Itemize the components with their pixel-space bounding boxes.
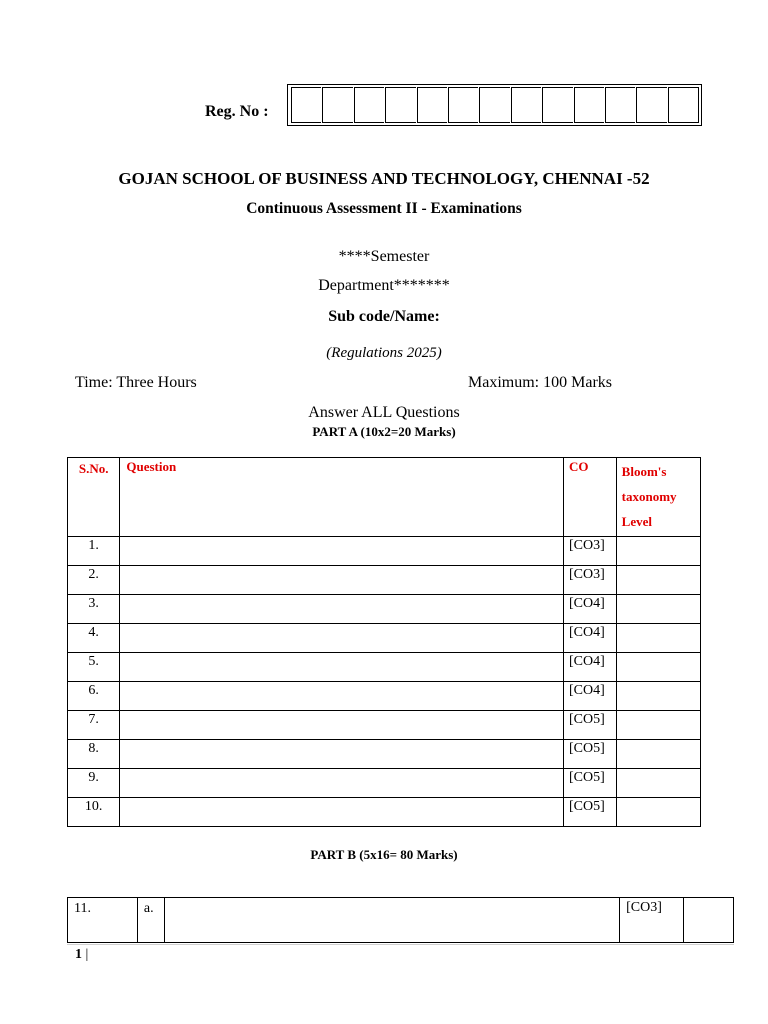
row-co: [CO4] xyxy=(564,624,617,653)
row-question[interactable] xyxy=(120,711,564,740)
bloom-label-line2: taxonomy xyxy=(621,489,677,504)
row-bloom-level[interactable] xyxy=(616,624,700,653)
row-question[interactable] xyxy=(120,653,564,682)
row-co: [CO5] xyxy=(564,711,617,740)
col-header-question: Question xyxy=(120,458,564,537)
row-co: [CO5] xyxy=(564,769,617,798)
reg-no-boxes xyxy=(287,84,702,126)
row-sub-part: a. xyxy=(137,898,164,943)
table-row xyxy=(68,624,701,653)
table-row xyxy=(68,566,701,595)
row-question[interactable] xyxy=(120,566,564,595)
row-co: [CO5] xyxy=(564,740,617,769)
table-row xyxy=(68,898,734,943)
row-co: [CO4] xyxy=(564,653,617,682)
row-bloom-level[interactable] xyxy=(616,711,700,740)
row-sno: 7. xyxy=(68,711,120,740)
page-number-separator: | xyxy=(85,947,89,962)
row-co: [CO3] xyxy=(564,537,617,566)
row-bloom-level[interactable] xyxy=(616,769,700,798)
row-sno: 5. xyxy=(68,653,120,682)
reg-no-box[interactable] xyxy=(511,87,541,123)
row-question[interactable] xyxy=(120,740,564,769)
table-row xyxy=(68,537,701,566)
part-a-title: PART A (10x2=20 Marks) xyxy=(312,424,456,439)
reg-no-box[interactable] xyxy=(574,87,604,123)
row-bloom-level[interactable] xyxy=(616,595,700,624)
footer-divider xyxy=(67,944,734,945)
page-number-value: 1 xyxy=(75,947,82,962)
reg-no-box[interactable] xyxy=(605,87,635,123)
row-sno: 1. xyxy=(68,537,120,566)
table-row xyxy=(68,798,701,827)
reg-no-box[interactable] xyxy=(385,87,415,123)
row-bloom-level[interactable] xyxy=(616,740,700,769)
row-bloom-level[interactable] xyxy=(616,653,700,682)
reg-no-box[interactable] xyxy=(542,87,572,123)
table-row xyxy=(68,653,701,682)
row-co: [CO3] xyxy=(620,898,684,943)
row-question-number: 11. xyxy=(68,898,138,943)
row-sno: 2. xyxy=(68,566,120,595)
row-question[interactable] xyxy=(120,769,564,798)
row-question[interactable] xyxy=(120,798,564,827)
row-sno: 6. xyxy=(68,682,120,711)
row-sno: 8. xyxy=(68,740,120,769)
college-name: GOJAN SCHOOL OF BUSINESS AND TECHNOLOGY, CHENNAI -52 xyxy=(118,169,650,188)
row-co: [CO3] xyxy=(564,566,617,595)
row-co: [CO5] xyxy=(564,798,617,827)
row-bloom-level[interactable] xyxy=(616,566,700,595)
row-question[interactable] xyxy=(164,898,619,943)
row-bloom-level[interactable] xyxy=(616,798,700,827)
reg-no-label: Reg. No : xyxy=(205,103,269,120)
reg-no-box[interactable] xyxy=(291,87,321,123)
part-b-title: PART B (5x16= 80 Marks) xyxy=(310,847,458,862)
reg-no-box[interactable] xyxy=(668,87,699,123)
exam-time: Time: Three Hours xyxy=(75,374,197,391)
bloom-label-line1: Bloom's xyxy=(621,464,667,479)
department: Department******* xyxy=(318,277,450,294)
instruction: Answer ALL Questions xyxy=(308,404,460,421)
reg-no-box[interactable] xyxy=(322,87,352,123)
col-header-bloom xyxy=(616,458,700,537)
reg-no-box[interactable] xyxy=(479,87,509,123)
row-bloom-level[interactable] xyxy=(684,898,734,943)
table-row xyxy=(68,740,701,769)
row-sno: 10. xyxy=(68,798,120,827)
row-question[interactable] xyxy=(120,682,564,711)
page-number xyxy=(75,947,88,963)
table-row xyxy=(68,595,701,624)
row-question[interactable] xyxy=(120,537,564,566)
exam-title: Continuous Assessment II - Examinations xyxy=(246,200,522,217)
reg-no-box[interactable] xyxy=(354,87,384,123)
semester: ****Semester xyxy=(338,248,430,265)
row-question[interactable] xyxy=(120,624,564,653)
part-b-table xyxy=(67,897,734,943)
row-sno: 4. xyxy=(68,624,120,653)
row-sno: 3. xyxy=(68,595,120,624)
table-row xyxy=(68,711,701,740)
reg-no-box[interactable] xyxy=(448,87,478,123)
table-row xyxy=(68,769,701,798)
part-a-table xyxy=(67,457,701,827)
table-header-row xyxy=(68,458,701,537)
col-header-sno: S.No. xyxy=(68,458,120,537)
row-co: [CO4] xyxy=(564,682,617,711)
bloom-label-line3: Level xyxy=(621,514,652,529)
col-header-co: CO xyxy=(564,458,617,537)
row-co: [CO4] xyxy=(564,595,617,624)
row-bloom-level[interactable] xyxy=(616,682,700,711)
max-marks: Maximum: 100 Marks xyxy=(468,374,612,391)
reg-no-box[interactable] xyxy=(636,87,666,123)
regulations: (Regulations 2025) xyxy=(326,345,442,361)
reg-no-box[interactable] xyxy=(417,87,447,123)
row-question[interactable] xyxy=(120,595,564,624)
row-bloom-level[interactable] xyxy=(616,537,700,566)
row-sno: 9. xyxy=(68,769,120,798)
sub-code: Sub code/Name: xyxy=(328,308,440,325)
table-row xyxy=(68,682,701,711)
